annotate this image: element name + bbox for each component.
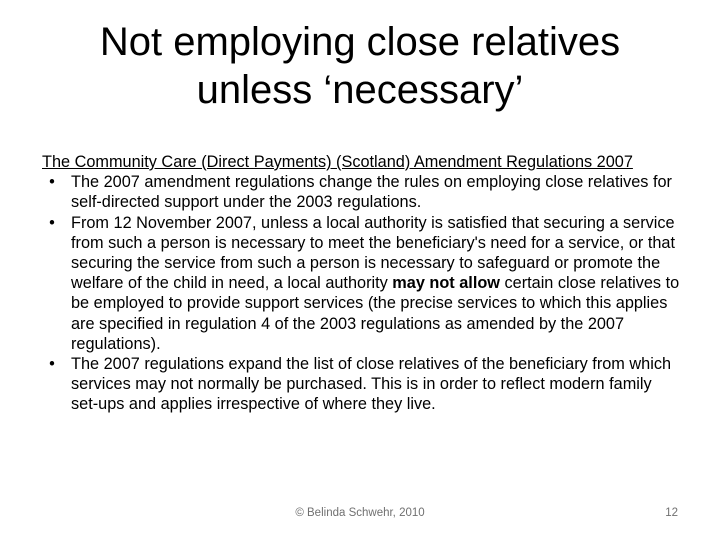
bullet-item [42,213,682,354]
bullet-text: The 2007 amendment regulations change the rules on employing close relatives for self-directed support under the 2003 regulations. [71,173,672,212]
regulations-heading: The Community Care (Direct Payments) (Scotland) Amendment Regulations 2007 [42,153,633,171]
title-line-2: unless ‘necessary’ [196,68,524,112]
bullet-icon: • [49,355,55,374]
bullet-text: certain close relatives to be employed to provide support services (the precise services to which this applies are specified in regulation 4 of the 2003 regulations as amended by the 2007 regulations). [71,274,680,353]
page-number: 12 [665,507,678,519]
slide-title [40,18,680,114]
footer-copyright: © Belinda Schwehr, 2010 [295,507,425,519]
bullet-list [42,172,682,414]
bullet-bold-text: may not allow [392,274,500,293]
title-line-1: Not employing close relatives [99,20,621,64]
bullet-icon: • [49,213,55,232]
bullet-item [42,354,682,415]
bullet-text: The 2007 regulations expand the list of close relatives of the beneficiary from which services may not normally be purchased. This is in order to reflect modern family set-ups and applies irrespective of where they live. [71,355,672,414]
bullet-item [42,172,682,212]
bullet-text: From 12 November 2007, unless a local authority is satisfied that securing a service from such a person is necessary to meet the beneficiary's need for a service, or that securing the service from such a person is necessary to safeguard or promote the welfare of the child in need, a local authority [71,213,675,293]
slide-body [42,152,682,415]
bullet-icon: • [49,173,55,192]
